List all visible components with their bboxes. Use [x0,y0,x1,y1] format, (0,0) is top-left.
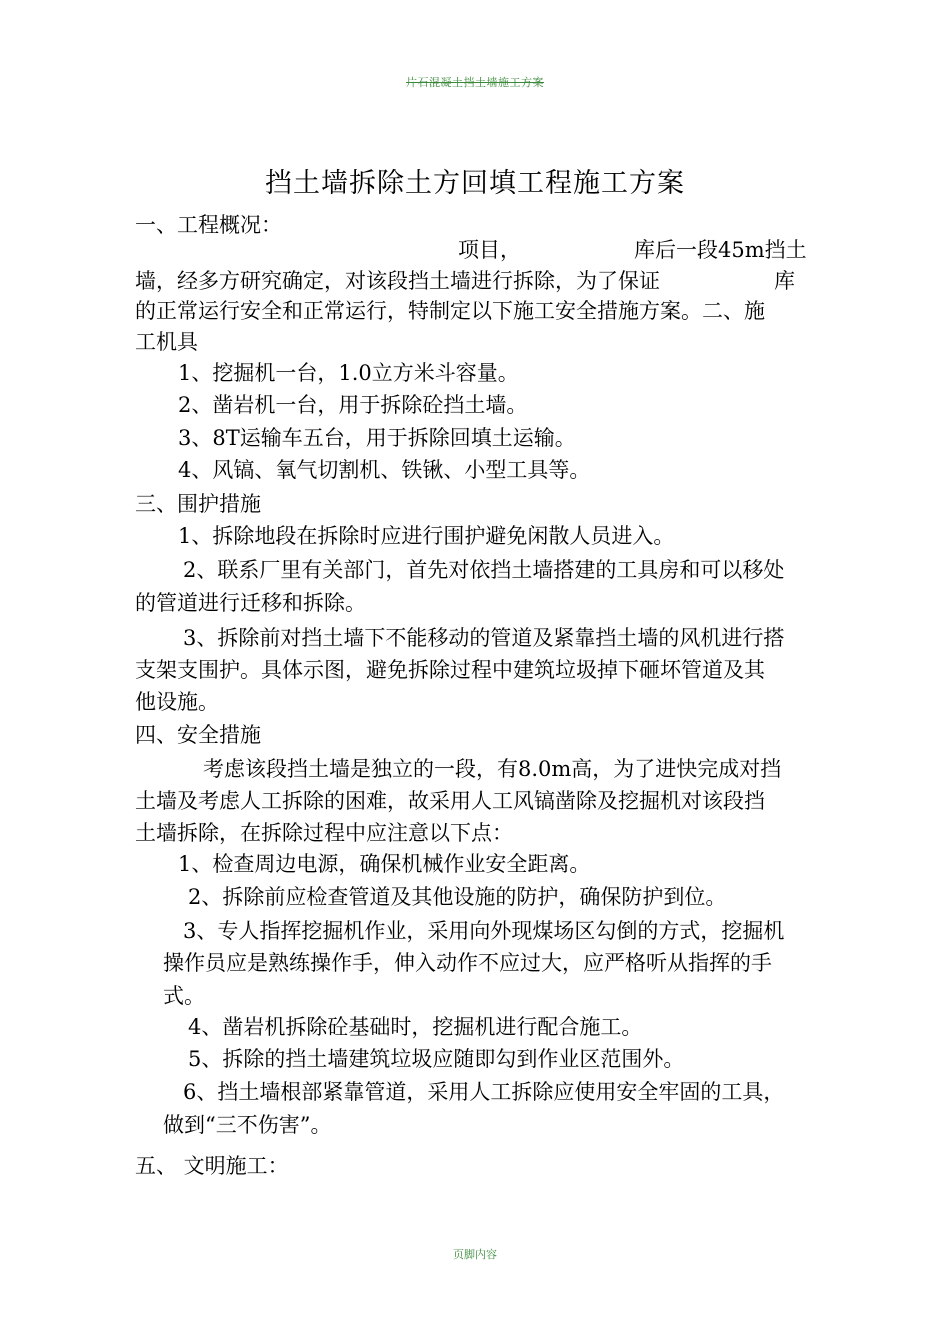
list-item: 2、拆除前应检查管道及其他设施的防护，确保防护到位。 [188,885,727,909]
list-item: 1、检查周边电源，确保机械作业安全距离。 [178,852,591,876]
list-item: 1、拆除地段在拆除时应进行围护避免闲散人员进入。 [178,524,675,548]
body-line: 操作员应是熟练操作手，伸入动作不应过大，应严格听从指挥的手 [163,951,772,975]
list-item: 5、拆除的挡土墙建筑垃圾应随即勾到作业区范围外。 [188,1047,685,1071]
section-heading-safety: 四、安全措施 [135,723,261,747]
body-line: 考虑该段挡土墙是独立的一段，有8.0m高，为了进快完成对挡 [203,757,782,781]
body-line: 墙，经多方研究确定，对该段挡土墙进行拆除，为了保证 [135,269,660,293]
body-line: 库 [774,269,795,293]
list-item: 4、风镐、氧气切割机、铁锹、小型工具等。 [178,458,591,482]
body-line: 他设施。 [135,690,219,714]
body-line: 支架支围护。具体示图，避免拆除过程中建筑垃圾掉下砸坏管道及其 [135,658,765,682]
body-line: 的管道进行迁移和拆除。 [135,591,366,615]
list-item: 2、凿岩机一台，用于拆除砼挡土墙。 [178,393,528,417]
page-footer: 页脚内容 [453,1248,497,1261]
list-item: 6、挡土墙根部紧靠管道，采用人工拆除应使用安全牢固的工具， [183,1080,785,1104]
section-heading-protection: 三、围护措施 [135,492,261,516]
list-item: 3、拆除前对挡土墙下不能移动的管道及紧靠挡土墙的风机进行搭 [183,626,785,650]
list-item: 3、8T运输车五台，用于拆除回填土运输。 [178,426,576,450]
section-heading-overview: 一、工程概况： [135,213,282,237]
list-item: 3、专人指挥挖掘机作业，采用向外现煤场区勾倒的方式，挖掘机 [183,919,785,943]
body-line: 土墙及考虑人工拆除的困难，故采用人工风镐凿除及挖掘机对该段挡 [135,789,765,813]
body-line: 的正常运行安全和正常运行，特制定以下施工安全措施方案。二、施 [135,299,765,323]
list-item: 4、凿岩机拆除砼基础时，挖掘机进行配合施工。 [188,1015,643,1039]
body-line: 做到“三不伤害”。 [163,1113,332,1137]
body-line: 库后一段45m挡土 [634,238,807,262]
document-title: 挡土墙拆除土方回填工程施工方案 [265,168,685,199]
body-line: 项目， [458,238,521,262]
list-item: 1、挖掘机一台，1.0立方米斗容量。 [178,361,519,385]
body-line: 土墙拆除，在拆除过程中应注意以下点： [135,821,513,845]
body-line: 式。 [163,984,205,1008]
section-heading-civilized-construction: 五、 文明施工： [135,1154,289,1178]
body-line: 工机具 [135,330,198,354]
page-header: 片石混凝土挡土墙施工方案 [406,76,544,89]
list-item: 2、联系厂里有关部门，首先对依挡土墙搭建的工具房和可以移处 [183,558,785,582]
